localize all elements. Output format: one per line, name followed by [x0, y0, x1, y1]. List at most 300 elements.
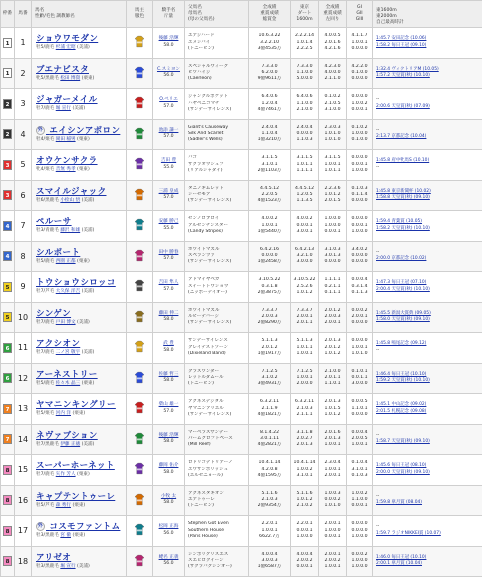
- carried-weight: 58.0: [163, 378, 174, 384]
- pedigree-cell: [185, 89, 249, 120]
- tokyo-record-cell: [291, 241, 319, 272]
- best-time-cell: [373, 58, 482, 89]
- dam-sire-name: (サンデーサイレンス): [188, 259, 232, 265]
- left-record-1: 1.0.0.0: [324, 216, 341, 222]
- sire-name: グラスワンダー: [188, 368, 220, 374]
- frame-number-badge: 8: [3, 526, 12, 536]
- left-record-cell: [319, 180, 347, 211]
- grade-record-cell: [347, 516, 373, 547]
- g2-record: 1.1.0.1: [351, 405, 368, 411]
- left-record-cell: [319, 302, 347, 333]
- left-record-1: 2.0.1.2: [324, 307, 341, 313]
- best-time-2000[interactable]: 1:59.8 皐月賞 (08.04): [376, 500, 423, 506]
- sex-age-coat: 牡5/鹿毛: [36, 45, 55, 51]
- best-time-2000[interactable]: 2:00.0 京都記念 (10.02): [376, 256, 427, 262]
- left-record-cell: [319, 272, 347, 303]
- sex-age-coat: 牡7/鹿毛: [36, 319, 55, 325]
- trainer-link[interactable]: 音無 秀孝: [55, 167, 76, 173]
- trainer-link[interactable]: 矢作 芳人: [55, 472, 76, 478]
- g1-record: 0.1.0.2: [351, 124, 368, 130]
- left-record-cell: [319, 119, 347, 150]
- jockey-cell: [153, 180, 185, 211]
- pedigree-cell: [185, 119, 249, 150]
- best-time-2000[interactable]: 1:59.7 ラジオNIKKEI賞 (10.07): [376, 530, 441, 536]
- total-record-cell: [249, 180, 291, 211]
- best-time-1600[interactable]: 1:45.5 新潟大賞典 (09.05): [376, 310, 431, 316]
- left-record-3: 4.2.1.6: [324, 45, 341, 51]
- silks-cell: [127, 394, 153, 425]
- trainer-place: (栗東): [77, 472, 90, 478]
- carried-weight: 56.0: [163, 73, 174, 79]
- grade-record-cell: [347, 424, 373, 455]
- g1-record: 0.1.0.1: [351, 368, 368, 374]
- horse-name-link[interactable]: [36, 400, 126, 411]
- grade-record-cell: [347, 89, 373, 120]
- horse-name-link[interactable]: [36, 217, 126, 228]
- left-record-1: 2.0.1.3: [324, 338, 341, 344]
- carried-weight: 58.0: [163, 317, 174, 323]
- pedigree-cell: [185, 302, 249, 333]
- table-row: [1, 485, 482, 516]
- horse-details: [36, 564, 126, 570]
- horse-name-link[interactable]: [36, 522, 126, 533]
- carried-weight: 58.0: [163, 439, 174, 445]
- best-time-2000[interactable]: 2:00.0 天皇賞(秋) (09.10): [376, 469, 430, 475]
- horse-name-link[interactable]: [36, 461, 126, 472]
- carried-weight: 55.0: [163, 164, 174, 170]
- frame-cell: [1, 485, 15, 516]
- horse-name[interactable]: コスモファントム: [49, 522, 121, 533]
- graded-record: 0.3.1.8: [261, 283, 278, 289]
- horse-cell: [32, 394, 127, 425]
- total-prize: 4億1821万: [257, 411, 282, 417]
- carried-weight: 57.0: [163, 195, 174, 201]
- horse-name-link[interactable]: [36, 431, 126, 442]
- trainer-link[interactable]: 大久保 洋吉: [55, 289, 81, 295]
- horse-name-link[interactable]: [36, 492, 126, 503]
- left-record-1: 1.0.0.3: [324, 490, 341, 496]
- jockey-name-link[interactable]: 松岡 正海: [158, 524, 179, 530]
- g1-record: 3.4.0.2: [351, 246, 368, 252]
- total-record: 2.2.0.1: [261, 521, 278, 527]
- left-record-1: 0.1.0.2: [324, 94, 341, 100]
- left-record-3: 1.1.0.1: [324, 381, 341, 387]
- g3-record: 0.0.0.0: [351, 320, 368, 326]
- horse-name-link[interactable]: [36, 248, 126, 259]
- g3-record: 0.0.0.0: [351, 76, 368, 82]
- g2-record: 0.0.0.1: [351, 222, 368, 228]
- left-record-3: 2.0.1.5: [324, 198, 341, 204]
- g3-record: 0.0.0.0: [351, 45, 368, 51]
- horse-name[interactable]: エイシンアポロン: [49, 125, 121, 136]
- total-record-cell: [249, 150, 291, 181]
- total-record: 7.3.3.7: [261, 307, 278, 313]
- best-time-1600[interactable]: 1:47.3 毎日王冠 (07.10): [376, 280, 427, 286]
- carried-weight: 55.0: [163, 225, 174, 231]
- total-prize: 3億4535万: [257, 45, 282, 51]
- horse-name-link[interactable]: [36, 370, 126, 381]
- tokyo-record-cell: [291, 58, 319, 89]
- best-time-2000[interactable]: 2:00.4 天皇賞(秋) (10.10): [376, 286, 430, 292]
- horse-name[interactable]: アリゼオ: [36, 552, 72, 563]
- trainer-link[interactable]: 藤沢 和雄: [60, 228, 81, 234]
- tokyo-record-cell: [291, 516, 319, 547]
- total-prize: 2億1103万: [257, 167, 282, 173]
- jockey-name-link[interactable]: 吉田 隼人: [158, 280, 179, 286]
- horse-name[interactable]: ジャガーメイル: [36, 95, 98, 106]
- sire-name: マーベラスサンデー: [188, 429, 229, 435]
- silks-cell: [127, 119, 153, 150]
- total-record-cell: [249, 211, 291, 242]
- horse-number: 6: [15, 180, 32, 211]
- dam-name: スイートトウショウ: [188, 283, 229, 289]
- jockey-silks-icon: [135, 35, 144, 48]
- grade-record-cell: [347, 333, 373, 364]
- horse-number: 9: [15, 272, 32, 303]
- trainer-link[interactable]: 二ノ宮 敬宇: [55, 350, 81, 356]
- horse-name[interactable]: スマイルジャック: [36, 186, 107, 197]
- trainer-link[interactable]: 佐々木 晶三: [55, 380, 81, 386]
- jockey-name-link[interactable]: 藤岡 佑介: [158, 463, 179, 469]
- total-prize: 4億1523万: [257, 198, 282, 204]
- frame-number-badge: 3: [3, 160, 12, 170]
- jockey-cell: [153, 119, 185, 150]
- total-record-cell: [249, 28, 291, 59]
- trainer-link[interactable]: 松田 博資: [60, 75, 81, 81]
- best-time-cell: [373, 119, 482, 150]
- best-time-2000[interactable]: 2:00.6 天皇賞(秋) (07.09): [376, 103, 430, 109]
- g1-record: 0.0.0.2: [351, 551, 368, 557]
- horse-name-link[interactable]: [36, 187, 126, 198]
- horse-name[interactable]: ネヴァブション: [36, 430, 98, 441]
- trainer-link[interactable]: 伊藤 正徳: [60, 441, 81, 447]
- horse-name[interactable]: ブエナビスタ: [36, 64, 89, 75]
- tokyo-record-3: 2.0.1.3: [296, 442, 313, 448]
- left-record-2: 2.1.0.5: [324, 100, 341, 106]
- tokyo-record-1: 6.4.2.13: [295, 246, 314, 252]
- dam-name: ユメシバイ: [188, 39, 211, 45]
- jockey-name-link[interactable]: 吉田 豊: [160, 158, 177, 164]
- tokyo-record-2: 1.0.1.2: [296, 497, 313, 503]
- graded-record: 3.0.0.3: [261, 558, 278, 564]
- tokyo-record-2: 2.0.0.1: [296, 314, 313, 320]
- jockey-silks-icon: [135, 401, 144, 414]
- horse-number: 3: [15, 89, 32, 120]
- best-time-1600[interactable]: 1:45.1 中山記念 (09.02): [376, 402, 427, 408]
- best-time-cell: [373, 455, 482, 486]
- left-record-2: 0.2.1.1: [324, 283, 341, 289]
- trainer-place: (栗東): [77, 258, 90, 264]
- total-record: 7.1.2.5: [261, 368, 278, 374]
- jockey-cell: [153, 485, 185, 516]
- best-time-2000[interactable]: 1:58.2 天皇賞(秋) (10.10): [376, 225, 430, 231]
- left-record-3: 3.1.0.0: [324, 106, 341, 112]
- frame-cell: [1, 272, 15, 303]
- pedigree-cell: [185, 180, 249, 211]
- total-record-cell: [249, 333, 291, 364]
- jockey-name-link[interactable]: 後藤 浩輝: [158, 36, 179, 42]
- best-time-1600: --: [376, 127, 380, 133]
- grade-record-cell: [347, 241, 373, 272]
- tokyo-record-3: 3.0.0.1: [296, 228, 313, 234]
- g3-record: 0.0.0.0: [351, 198, 368, 204]
- g3-record: 0.0.0.1: [351, 106, 368, 112]
- tokyo-record-cell: [291, 363, 319, 394]
- jockey-name-link[interactable]: 武 豊: [163, 341, 174, 347]
- horse-name[interactable]: ショウワモダン: [36, 34, 99, 45]
- best-time-1600[interactable]: 1:45.7 安田記念 (10.06): [376, 36, 427, 42]
- best-time-cell: [373, 516, 482, 547]
- sex-age-coat: 牡7/鹿毛: [36, 472, 55, 478]
- frame-cell: [1, 58, 15, 89]
- horse-name-link[interactable]: [36, 309, 126, 320]
- horse-name[interactable]: キャプテントゥーレ: [36, 491, 116, 502]
- tokyo-record-cell: [291, 424, 319, 455]
- total-prize: 2億9354万: [257, 503, 282, 509]
- tokyo-record-1: 10.4.1.14: [293, 460, 316, 466]
- table-row: [1, 424, 482, 455]
- tokyo-record-3: 1.0.1.2: [296, 289, 313, 295]
- total-prize: 1億1917万: [257, 350, 282, 356]
- sire-name: アグネスデジタル: [188, 399, 224, 405]
- carried-weight: 56.0: [163, 561, 174, 567]
- frame-number-badge: 8: [3, 465, 12, 475]
- best-time-1600[interactable]: 1:45.8 府中牝馬S (10.10): [376, 158, 430, 164]
- pedigree-cell: [185, 272, 249, 303]
- sex-age-coat: 牡7/芦毛: [36, 289, 55, 295]
- tokyo-record-cell: [291, 89, 319, 120]
- jockey-name-link[interactable]: 田中 勝春: [158, 249, 179, 255]
- horse-name[interactable]: ペルーサ: [36, 217, 72, 228]
- jockey-name-link[interactable]: 後藤 浩輝: [158, 432, 179, 438]
- silks-cell: [127, 302, 153, 333]
- tokyo-record-2: 0.0.0.1: [296, 222, 313, 228]
- horse-name[interactable]: トウショウシロッコ: [36, 278, 116, 289]
- carried-weight: 56.0: [163, 530, 174, 536]
- horse-details: [36, 472, 126, 478]
- best-time-1600[interactable]: 1:59.4 青葉賞 (10.05): [376, 219, 423, 225]
- horse-name[interactable]: オウケンサクラ: [36, 156, 98, 167]
- horse-name[interactable]: アーネストリー: [36, 369, 98, 380]
- jockey-name-link[interactable]: 三浦 皇成: [158, 188, 179, 194]
- dam-sire-name: (リアルシャダイ): [188, 167, 223, 173]
- total-record-cell: [249, 485, 291, 516]
- trainer-link[interactable]: 堀 宣行: [55, 106, 71, 112]
- best-time-2000[interactable]: 2:00.1 皐月賞 (10.04): [376, 561, 423, 567]
- best-time-1600: --: [376, 524, 380, 530]
- horse-name-link[interactable]: [36, 65, 126, 76]
- tokyo-record-cell: [291, 28, 319, 59]
- best-time-2000[interactable]: 1:58.0 天皇賞(秋) (09.10): [376, 317, 430, 323]
- frame-cell: [1, 333, 15, 364]
- jockey-name-link[interactable]: 蛯名 正義: [158, 554, 179, 560]
- grade-record-cell: [347, 119, 373, 150]
- best-time-2000: --: [376, 347, 380, 353]
- jockey-silks-icon: [135, 462, 144, 475]
- best-time-2000[interactable]: 2:13.7 京都記念 (10.04): [376, 134, 427, 140]
- best-time-1600[interactable]: 1:45.8 鳴尾記念 (09.12): [376, 341, 427, 347]
- pedigree-cell: [185, 455, 249, 486]
- best-time-2000[interactable]: 2:01.5 札幌記念 (09.08): [376, 408, 427, 414]
- table-row: [1, 516, 482, 547]
- horse-name-link[interactable]: [36, 95, 126, 106]
- jockey-silks-icon: [135, 371, 144, 384]
- tokyo-record-1: 2.2.0.1: [296, 521, 313, 527]
- horse-name[interactable]: スーパーホーネット: [36, 461, 115, 472]
- horse-name-link[interactable]: [36, 339, 126, 350]
- g3-record: 0.1.1.3: [351, 289, 368, 295]
- jockey-name-link[interactable]: C.スミヨン: [156, 66, 181, 72]
- trainer-place: (美浦): [81, 228, 95, 234]
- tokyo-record-2: 2.1.0.3: [296, 405, 313, 411]
- horse-number: 7: [15, 211, 32, 242]
- dam-sire-name: (サンデーサイレンス): [188, 411, 232, 417]
- best-time-1600[interactable]: 1:45.8 東京新聞杯 (10.02): [376, 188, 431, 194]
- jockey-silks-icon: [135, 493, 144, 506]
- left-record-cell: [319, 211, 347, 242]
- horse-name-link[interactable]: [36, 34, 126, 45]
- left-record-3: 0.0.0.1: [324, 533, 341, 539]
- trainer-link[interactable]: 戸田 博文: [55, 319, 76, 325]
- jockey-name-link[interactable]: 柴山 雄一: [158, 402, 179, 408]
- sex-age-coat: 牡5/鹿毛: [36, 258, 55, 264]
- jockey-cell: [153, 424, 185, 455]
- jockey-silks-icon: [135, 279, 144, 292]
- horse-number: 5: [15, 150, 32, 181]
- left-record-2: 1.0.1.0: [324, 131, 341, 137]
- graded-record: 6.2.0.0: [261, 70, 278, 76]
- tokyo-record-2: 1.1.0.0: [296, 70, 313, 76]
- jockey-name-link[interactable]: 安藤 勝己: [158, 219, 179, 225]
- g1-record: 0.0.0.4: [351, 277, 368, 283]
- tokyo-record-3: 5.0.0.0: [296, 76, 313, 82]
- jockey-name-link[interactable]: 藤田 伸二: [158, 310, 179, 316]
- best-time-1600[interactable]: 1:32.4 ヴィクトリアM (10.05): [376, 66, 439, 72]
- jockey-cell: [153, 394, 185, 425]
- dam-name: グレイテストゾーン: [188, 344, 229, 350]
- g3-record: 1.0.0.0: [351, 533, 368, 539]
- dam-name: エアトゥーレ: [188, 497, 215, 503]
- horse-name[interactable]: シンゲン: [36, 308, 72, 319]
- horse-number: 10: [15, 302, 32, 333]
- horse-name-link[interactable]: [36, 278, 126, 289]
- left-record-cell: [319, 28, 347, 59]
- sire-name: タニノギムレット: [188, 185, 224, 191]
- horse-name[interactable]: シルポート: [36, 247, 81, 258]
- silks-cell: [127, 180, 153, 211]
- left-record-3: 1.0.1.0: [324, 137, 341, 143]
- horse-name-link[interactable]: [36, 156, 126, 167]
- horse-name-link[interactable]: [36, 126, 126, 137]
- tokyo-record-1: 3.10.5.22: [293, 277, 316, 283]
- dam-sire-name: (Mill Reef): [188, 442, 211, 448]
- horse-cell: [32, 58, 127, 89]
- best-time-2000[interactable]: 1:58.7 天皇賞(秋) (09.10): [376, 439, 430, 445]
- sire-name: Giant's Causeway: [188, 124, 229, 130]
- best-time-1600[interactable]: 1:46.4 毎日王冠 (10.10): [376, 371, 427, 377]
- trainer-place: (栗東): [81, 75, 95, 81]
- best-time-cell: [373, 241, 482, 272]
- g1-record: 0.0.0.4: [351, 429, 368, 435]
- tokyo-record-1: 3.1.1.5: [296, 155, 313, 161]
- g1-record: 0.1.0.3: [351, 185, 368, 191]
- table-row: [1, 28, 482, 59]
- total-record: 4.0.0.2: [261, 216, 278, 222]
- horse-name[interactable]: ヤマニンキングリー: [36, 400, 116, 411]
- g1-record: 1.0.0.2: [351, 490, 368, 496]
- header-grade-record: GI GII GIII: [347, 1, 373, 28]
- horse-name[interactable]: アクシオン: [36, 339, 81, 350]
- header-pedigree: 父馬名 母馬名 (母の父馬名): [185, 1, 249, 28]
- left-record-1: 3.1.1.5: [324, 155, 341, 161]
- total-prize: 1億2458万: [257, 259, 282, 265]
- trainer-link[interactable]: 森 秀行: [55, 502, 71, 508]
- horse-details: [36, 198, 126, 204]
- trainer-link[interactable]: 堀 宣行: [60, 563, 76, 569]
- horse-name-link[interactable]: [36, 553, 126, 564]
- left-record-2: 1.0.0.1: [324, 466, 341, 472]
- dam-sire-name: (Caerleon): [188, 76, 212, 82]
- best-time-1600[interactable]: 1:45.6 毎日王冠 (08.10): [376, 463, 427, 469]
- trainer-place: (美浦): [81, 350, 95, 356]
- left-record-cell: [319, 89, 347, 120]
- trainer-link[interactable]: 杉浦 宏昭: [55, 45, 76, 51]
- header-owner-silks: 馬主 服色: [127, 1, 153, 28]
- jockey-name-link[interactable]: 佐藤 哲三: [158, 371, 179, 377]
- trainer-link[interactable]: 河内 洋: [55, 411, 71, 417]
- left-record-cell: [319, 455, 347, 486]
- jockey-silks-icon: [135, 66, 144, 79]
- tokyo-record-cell: [291, 485, 319, 516]
- jockey-name-link[interactable]: 小牧 太: [160, 493, 177, 499]
- best-time-1600[interactable]: 1:46.0 毎日王冠 (10.10): [376, 554, 427, 560]
- g1-record: 0.0.0.0: [351, 338, 368, 344]
- tokyo-record-3: 2.0.1.1: [296, 320, 313, 326]
- trainer-link[interactable]: 西園 正都: [55, 258, 76, 264]
- best-time-2000[interactable]: 1:58.8 天皇賞(秋) (09.10): [376, 195, 430, 201]
- silks-cell: [127, 28, 153, 59]
- left-record-cell: [319, 424, 347, 455]
- dam-name: スエヒロクイーン: [188, 558, 224, 564]
- horse-cell: [32, 272, 127, 303]
- sire-name: スペシャルウィーク: [188, 63, 229, 69]
- best-time-cell: [373, 272, 482, 303]
- jockey-cell: [153, 516, 185, 547]
- horse-details: [36, 45, 126, 51]
- trainer-place: (美浦): [81, 289, 95, 295]
- g1-record: 0.1.0.4: [351, 460, 368, 466]
- sex-age-coat: 牡3/黒鹿毛: [36, 533, 59, 539]
- best-time-2000[interactable]: 1:57.2 天皇賞(秋) (10.10): [376, 73, 430, 79]
- jockey-cell: [153, 211, 185, 242]
- table-row: [1, 546, 482, 577]
- best-time-2000: --: [376, 164, 380, 170]
- tokyo-record-2: 1.0.1.1: [296, 344, 313, 350]
- jockey-name-link[interactable]: O.ペリエ: [159, 97, 178, 103]
- best-time-2000[interactable]: 1:58.2 毎日王冠 (09.10): [376, 42, 427, 48]
- dam-sire-name: (サンデーサイレンス): [188, 320, 232, 326]
- trainer-link[interactable]: 宮 徹: [60, 533, 71, 539]
- trainer-link[interactable]: 岡田 稲男: [55, 136, 76, 142]
- best-time-2000[interactable]: 1:59.2 天皇賞(秋) (10.10): [376, 378, 430, 384]
- dam-name: アルゼンチンスター: [188, 222, 228, 228]
- pedigree-cell: [185, 28, 249, 59]
- tokyo-record-2: 1.1.0.0: [296, 100, 313, 106]
- trainer-link[interactable]: 小桧山 悟: [60, 197, 81, 203]
- g3-record: 0.0.0.0: [351, 411, 368, 417]
- left-record-2: 2.0.0.2: [324, 558, 341, 564]
- jockey-name-link[interactable]: 池添 謙一: [158, 127, 179, 133]
